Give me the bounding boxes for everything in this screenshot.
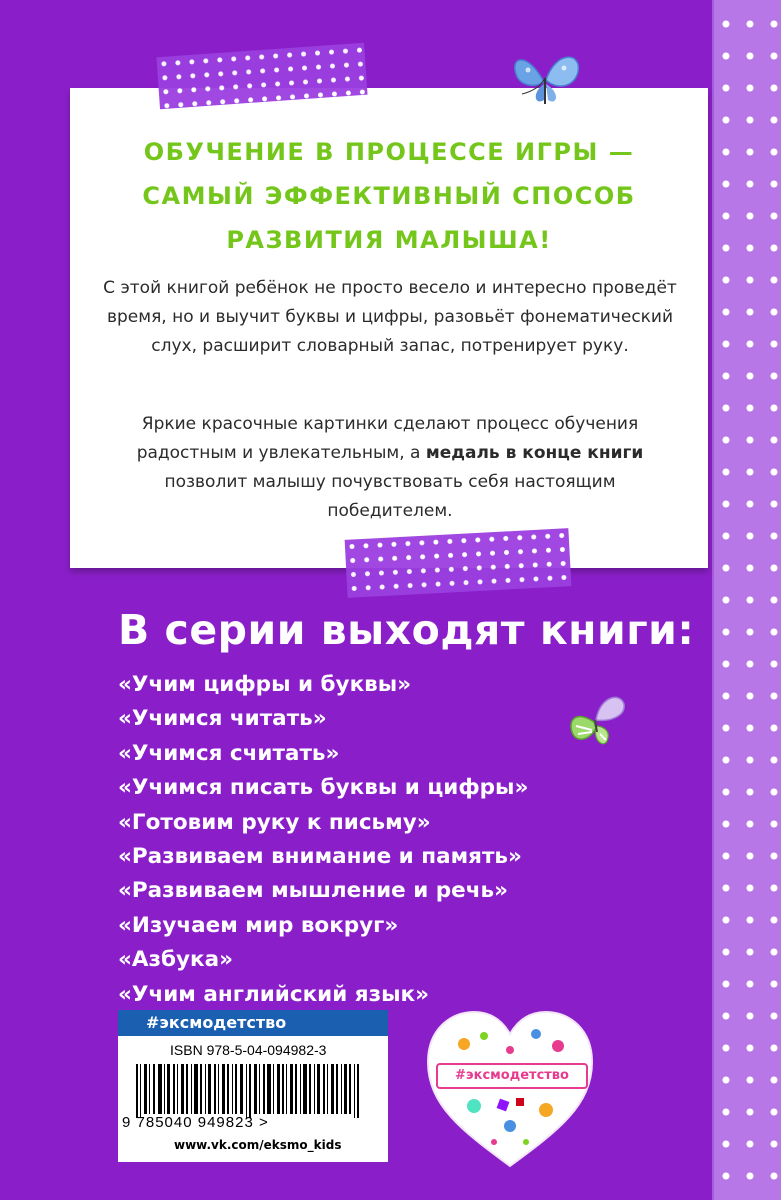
headline-line-2: САМЫЙ ЭФФЕКТИВНЫЙ СПОСОБ — [142, 182, 636, 210]
series-book: «Учимся считать» — [118, 740, 340, 766]
heart-hashtag: #эксмодетство — [436, 1063, 588, 1089]
green-butterfly-icon — [566, 690, 630, 750]
publisher-hashtag: #эксмодетство — [118, 1010, 388, 1036]
series-book: «Учим английский язык» — [118, 981, 429, 1007]
series-book: «Изучаем мир вокруг» — [118, 912, 399, 938]
barcode-panel — [118, 1010, 388, 1162]
series-book: «Развиваем мышление и речь» — [118, 878, 509, 904]
series-book: «Готовим руку к письму» — [118, 809, 431, 835]
series-title: В серии выходят книги: — [118, 606, 695, 654]
barcode-digits: 9 785040 949823 > — [122, 1114, 269, 1131]
paragraph-2-bold: медаль в конце книги — [425, 443, 644, 463]
series-book: «Учимся писать буквы и цифры» — [118, 775, 529, 801]
info-card — [70, 88, 708, 568]
headline-line-1: ОБУЧЕНИЕ В ПРОЦЕССЕ ИГРЫ — — [143, 138, 635, 166]
barcode-bars — [136, 1064, 366, 1118]
heart-icon — [424, 1006, 596, 1172]
isbn-number: ISBN 978-5-04-094982-3 — [170, 1042, 327, 1058]
description-paragraph-2 — [100, 410, 680, 526]
paragraph-2-before: Яркие красочные картинки сделают процесс обучения радостным и увлекательным, а — [136, 414, 639, 463]
series-book: «Азбука» — [118, 947, 234, 973]
series-book-list — [118, 668, 528, 1012]
paragraph-2-after: позволит малышу почувствовать себя настоящим победителем. — [164, 472, 616, 521]
series-book: «Учимся читать» — [118, 706, 327, 732]
blue-butterfly-icon — [508, 48, 584, 112]
description-paragraph-1: С этой книгой ребёнок не просто весело и интересно проведёт время, но и выучит буквы и цифры, разовьёт фонематический слух, расширит словарный запас, потренирует руку. — [103, 278, 677, 356]
vk-url[interactable]: www.vk.com/eksmo_kids — [174, 1138, 342, 1152]
washi-tape-bottom — [345, 528, 572, 598]
spine-polka-dots — [712, 0, 781, 1200]
headline-line-3: РАЗВИТИЯ МАЛЫША! — [226, 226, 552, 254]
series-book: «Учим цифры и буквы» — [118, 672, 412, 697]
series-book: «Развиваем внимание и память» — [118, 844, 522, 870]
headline — [70, 130, 708, 262]
